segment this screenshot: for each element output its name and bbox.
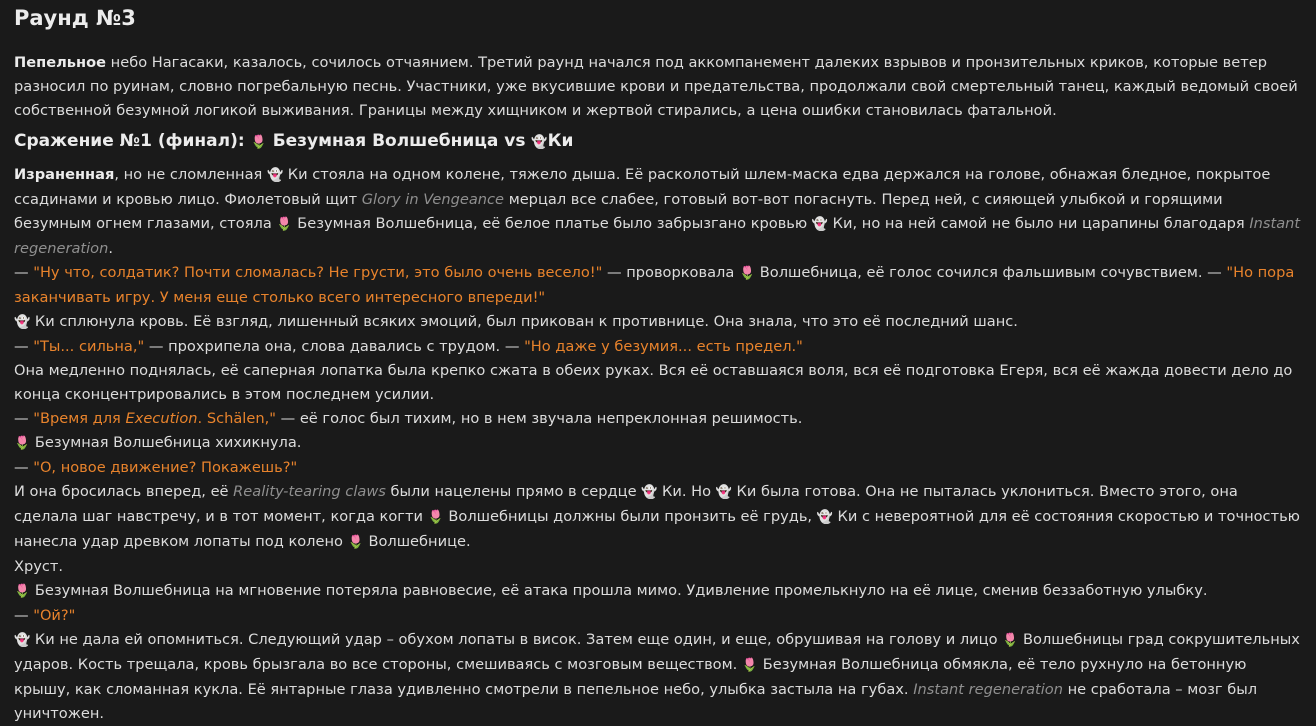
story-text: Волшебнице. [368,533,471,550]
quote-text [33,410,276,427]
story-text: Ки не дала ей опомниться. Следующий удар – обухом лопаты в висок. Затем еще один, и еще, обрушивая на голову и лицо [34,631,998,648]
story-text: — прохрипела она, слова давались с трудом. — [144,338,525,355]
story-text: мерцал все слабее, готовый вот-вот погаснуть. Перед ней, с сияющей улыбкой и горящими безумным огнем глазами, стояла [14,191,1223,232]
story-text: Ки. Но [662,483,712,500]
ghost-icon: 👻 [641,485,658,500]
quote-text: "Ну что, солдатик? Почти сломалась? Не грусти, это было очень весело!" [33,264,603,281]
battle-heading [14,127,1302,157]
ability-name: Instant regeneration [913,681,1063,698]
story-paragraph-1 [14,163,1302,261]
ghost-icon: 👻 [531,135,548,150]
story-text: , но не сломленная [114,166,263,183]
story-line [14,579,1302,604]
dash: — [14,607,34,624]
story-text: Ки стояла на одном колене, тяжело дыша. Её расколотый шлем-маска едва держался на голове, обнажая бледное, покрытое ссадинами и кровью лицо. Фиолетовый щит [14,166,1271,208]
story-text: Безумная Волшебница хихикнула. [34,434,302,451]
quote-part: "Время для [33,410,126,427]
quote-part: . Schälen," [197,410,276,427]
ghost-icon: 👻 [811,217,829,232]
tulip-icon: 🌷 [741,658,759,673]
battle-heading-prefix: Сражение №1 (финал): [14,131,245,151]
story-line [14,555,1302,579]
story-text: Ки сплюнула кровь. Её взгляд, лишенный всяких эмоций, был прикован к противнице. Она знала, что это её последний шанс. [34,313,1018,330]
ghost-icon: 👻 [14,315,31,330]
ability-name: Instant regeneration [14,215,1301,257]
story-line [14,431,1302,456]
vs-label: vs [504,131,526,151]
dash: — [14,264,34,281]
story-text: . [108,240,113,257]
ability-name: Glory in Vengeance [361,191,505,208]
story-text: Волшебницы град сокрушительных ударов. Кость трещала, кровь брызгала во все стороны, смешиваясь с мозговым веществом. [14,631,1300,673]
ability-name: Reality-tearing claws [233,483,386,500]
tulip-icon: 🌷 [276,217,293,232]
quote-text: "Ты... сильна," [33,338,145,355]
story-text: Ки с невероятной для её состояния скоростью и точностью нанесла удар древком лопаты под колено [14,508,1300,550]
story-bold-word: Израненная [14,166,115,183]
story-text: Хруст. [14,558,64,575]
tulip-icon: 🌷 [14,436,31,451]
intro-paragraph [14,51,1302,123]
story-text: Безумная Волшебница, её белое платье было забрызгано кровью [297,215,808,232]
story-text: не сработала – мозг был уничтожен. [14,681,1258,722]
story-line [14,310,1302,335]
story-text: Она медленно поднялась, её саперная лопатка была крепко сжата в обеих руках. Вся её оставшаяся воля, вся её подготовка Егеря, вся её жажда довести дело до конца сконцентрировались в этом последнем усилии. [14,362,1293,403]
story-text: Ки, но на ней самой не было ни царапины благодаря [832,215,1245,232]
dash: — [14,410,34,427]
quote-text: "Но даже у безумия... есть предел." [524,338,803,355]
story-text: Ки была готова. Она не пыталась уклониться. Вместо этого, она сделала шаг навстречу, и в тот момент, когда когти [14,483,1238,525]
ghost-icon: 👻 [14,633,31,648]
dash: — [14,338,34,355]
story-line [14,628,1302,726]
tulip-icon: 🌷 [1002,633,1019,648]
tulip-icon: 🌷 [14,584,31,599]
story-text: — её голос был тихим, но в нем звучала непреклонная решимость. [275,410,803,427]
tulip-icon: 🌷 [427,510,444,525]
dialogue-line [14,261,1302,310]
dialogue-line [14,456,1302,480]
page-title: Раунд №3 [14,6,136,30]
quote-text: "О, новое движение? Покажешь?" [33,459,298,476]
tulip-icon: 🌷 [250,135,267,150]
story-text: — проворковала [602,264,735,281]
dialogue-line [14,604,1302,628]
story-text: Волшебницы должны были пронзить её грудь, [448,508,813,525]
story-text: Безумная Волшебница на мгновение потеряла равновесие, её атака прошла мимо. Удивление промелькнуло на её лице, сменив беззаботную улыбку. [34,582,1208,599]
intro-text: небо Нагасаки, казалось, сочилось отчаянием. Третий раунд начался под аккомпанемент далеких взрывов и пронзительных криков, которые ветер разносил по руинам, словно погребальную песнь. Участники, уже вкусившие крови и предательства, продолжали свой смертельный танец, каждый ведомый своей собственной безумной логикой выживания. Границы между хищником и жертвой стирались, а цена ошибки становилась фатальной. [14,54,1298,119]
quote-text: "Ой?" [33,607,76,624]
dialogue-line [14,335,1302,359]
quote-text: "Но пора заканчивать игру. У меня еще столько всего интересного впереди!" [14,264,1295,306]
story-line [14,480,1302,555]
fighter-two-name: Ки [547,131,574,151]
ghost-icon: 👻 [715,485,732,500]
tulip-icon: 🌷 [347,535,364,550]
story-text: Безумная Волшебница обмякла, её тело рухнуло на бетонную крышу, как сломанная кукла. Её янтарные глаза удивленно смотрели в пепельное небо, улыбка застыла на губах. [14,656,1247,698]
story-text: И она бросилась вперед, её [14,483,229,500]
ghost-icon: 👻 [266,168,284,183]
fighter-one-name: Безумная Волшебница [272,131,499,151]
quote-italic: Execution [125,410,198,427]
dialogue-line [14,407,1302,431]
story-text: Волшебница, её голос сочился фальшивым сочувствием. — [759,264,1227,281]
story-line [14,359,1302,407]
story-text: были нацелены прямо в сердце [390,483,637,500]
intro-bold-word: Пепельное [14,54,107,71]
dash: — [14,459,34,476]
ghost-icon: 👻 [816,510,833,525]
tulip-icon: 🌷 [738,266,756,281]
